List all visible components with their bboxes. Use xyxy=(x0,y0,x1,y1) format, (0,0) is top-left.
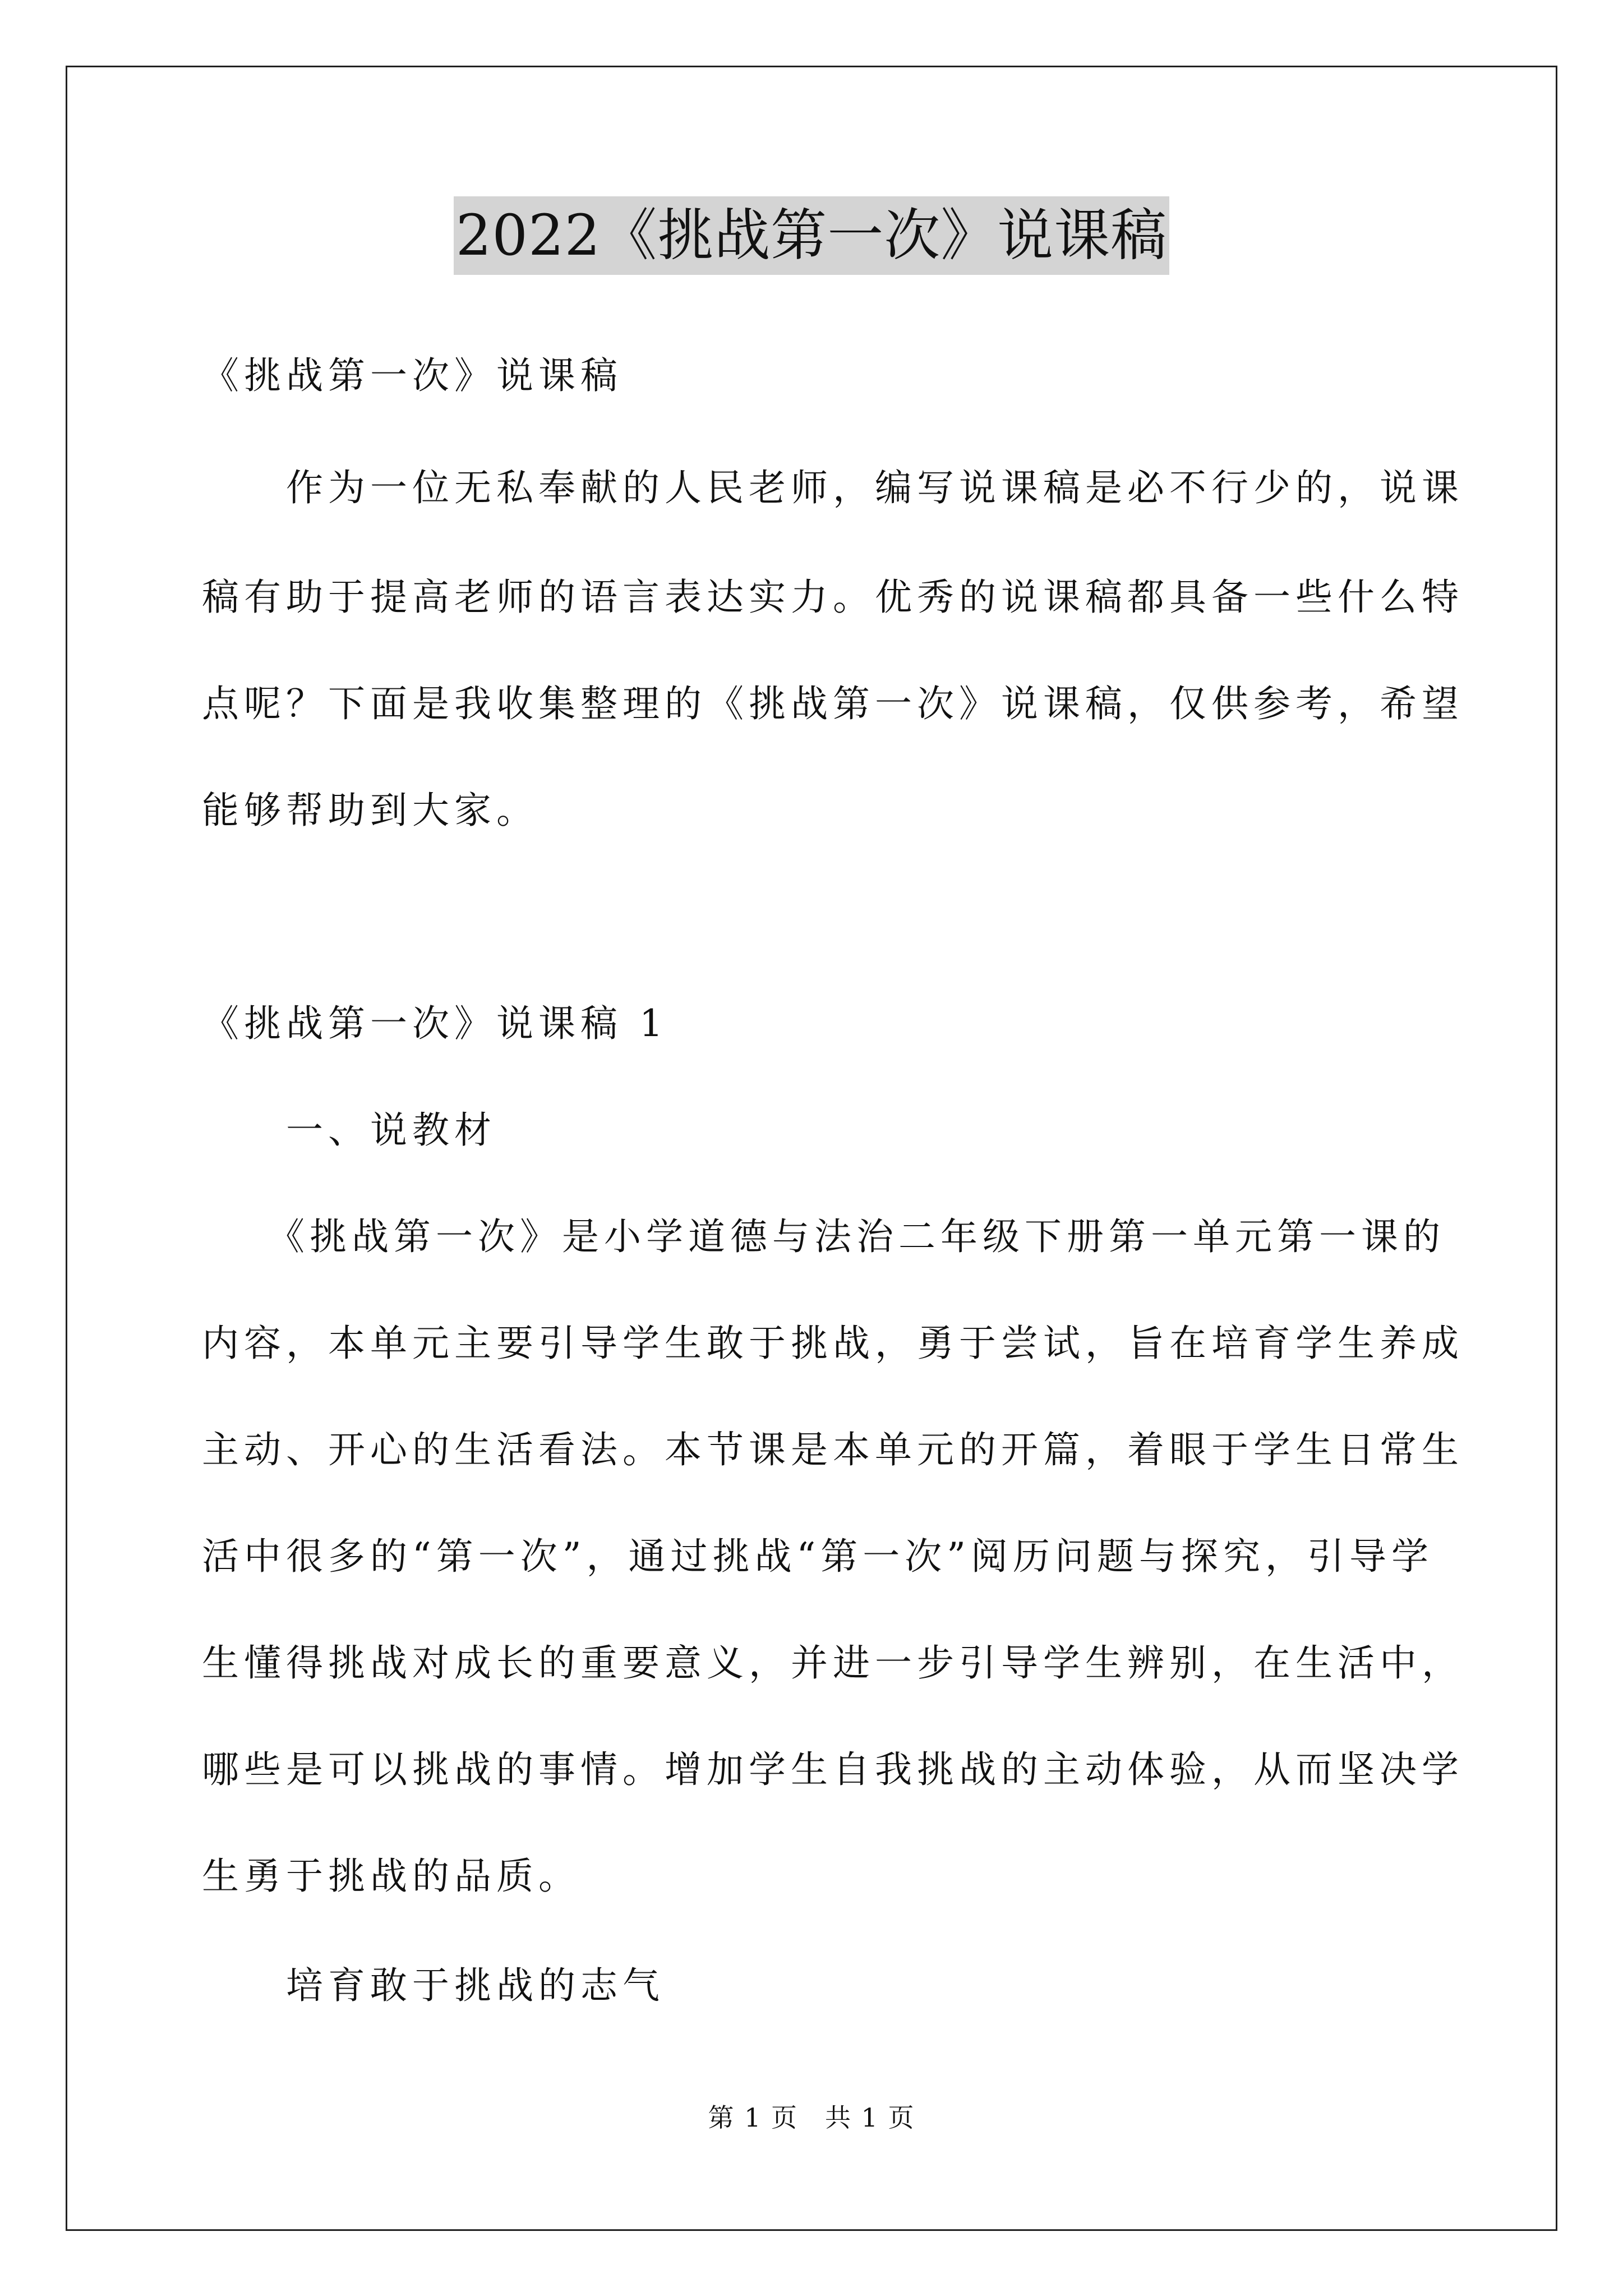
doc-line: 生懂得挑战对成长的重要意义，并进一步引导学生辨别，在生活中， xyxy=(202,1641,1464,1685)
doc-line: 《挑战第一次》是小学道德与法治二年级下册第一单元第一课的 xyxy=(202,1215,1445,1258)
doc-line: 哪些是可以挑战的事情。增加学生自我挑战的主动体验，从而坚决学 xyxy=(202,1748,1464,1791)
doc-line: 作为一位无私奉献的人民老师，编写说课稿是必不行少的，说课 xyxy=(202,466,1464,509)
page-footer: 第 1 页 共 1 页 xyxy=(708,2102,915,2133)
doc-line: 《挑战第一次》说课稿 1 xyxy=(202,1002,668,1045)
document-title: 2022《挑战第一次》说课稿 xyxy=(454,196,1170,275)
doc-line: 活中很多的“第一次”，通过挑战“第一次”阅历问题与探究，引导学 xyxy=(202,1535,1433,1578)
doc-line: 主动、开心的生活看法。本节课是本单元的开篇，着眼于学生日常生 xyxy=(202,1428,1464,1471)
doc-line: 内容，本单元主要引导学生敢于挑战，勇于尝试，旨在培育学生养成 xyxy=(202,1322,1464,1365)
doc-line: 《挑战第一次》说课稿 xyxy=(202,354,623,397)
doc-line: 一、说教材 xyxy=(202,1108,496,1152)
title-container xyxy=(0,196,1623,275)
doc-line: 能够帮助到大家。 xyxy=(202,789,538,832)
doc-line: 稿有助于提高老师的语言表达实力。优秀的说课稿都具备一些什么特 xyxy=(202,576,1464,619)
doc-line: 培育敢于挑战的志气 xyxy=(202,1964,665,2007)
doc-line: 点呢？下面是我收集整理的《挑战第一次》说课稿，仅供参考，希望 xyxy=(202,682,1464,725)
doc-line: 生勇于挑战的品质。 xyxy=(202,1855,580,1898)
